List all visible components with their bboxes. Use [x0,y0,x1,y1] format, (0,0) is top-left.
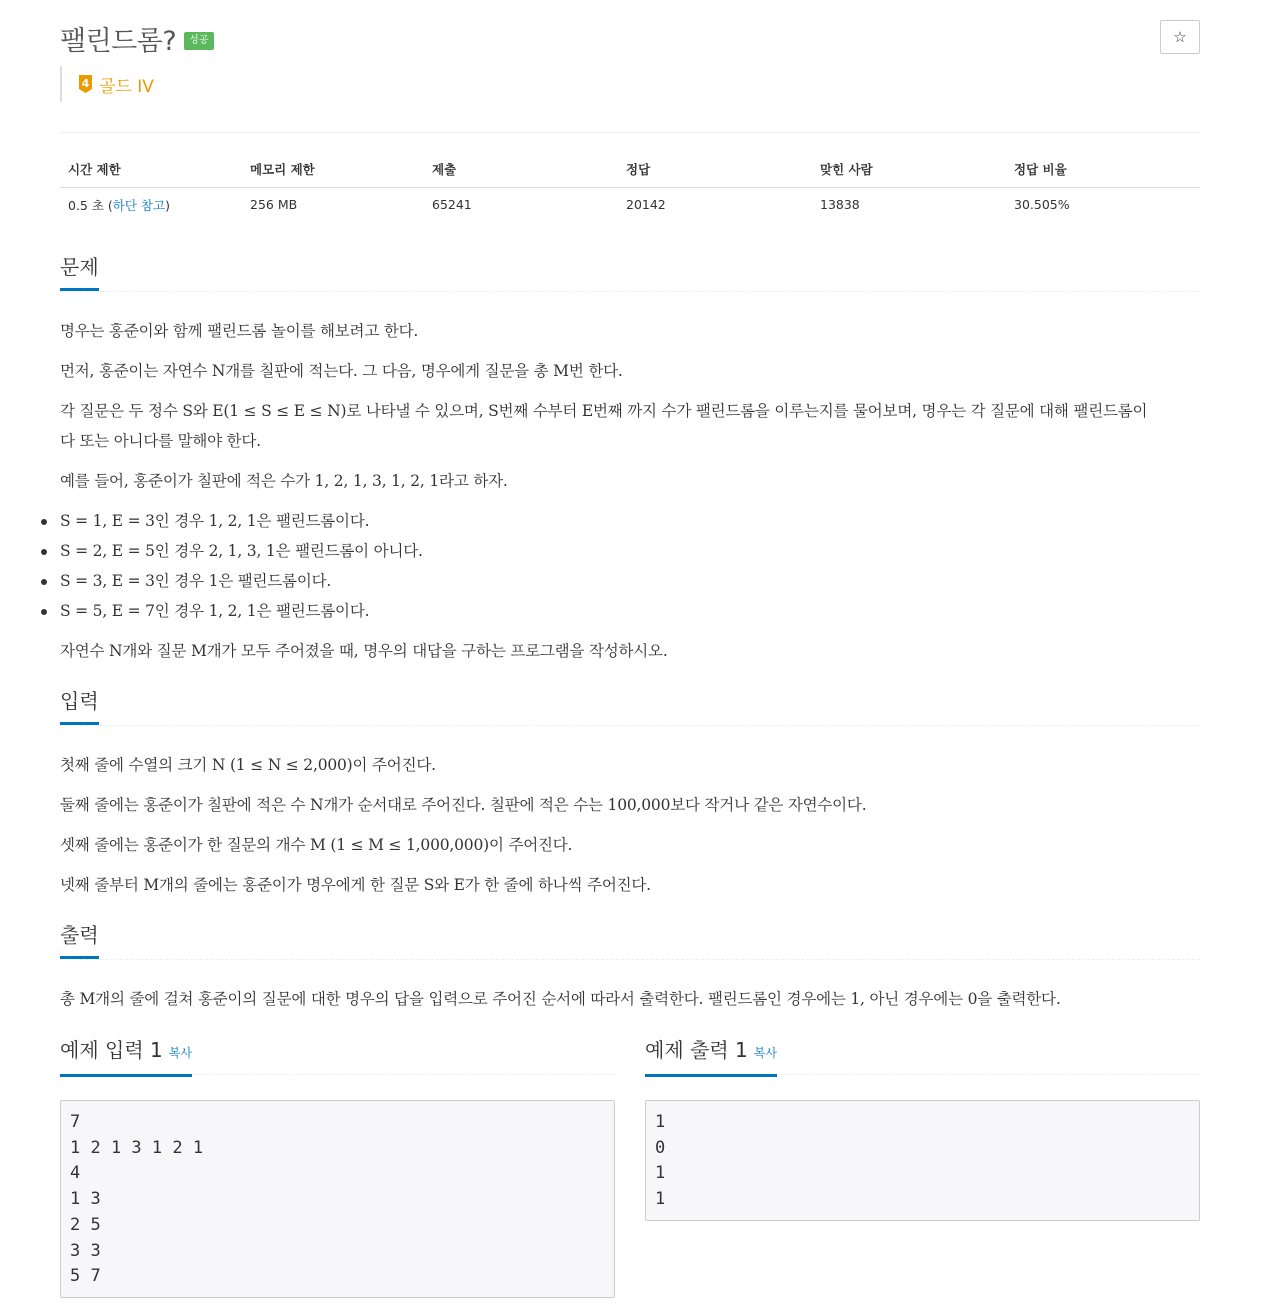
description-paragraph: 각 질문은 두 정수 S와 E(1 ≤ S ≤ E ≤ N)로 나타낼 수 있으며, S번째 수부터 E번째 까지 수가 팰린드롬을 이루는지를 물어보며, 명우는 각 질문에 대해 팰린드롬이 [60,402,1148,420]
description-paragraph: 명우는 홍준이와 함께 팰린드롬 놀이를 해보려고 한다. [60,322,419,340]
table-row [60,187,1200,222]
result-badge: 성공 [184,32,213,50]
header-ratio: 정답 비율 [1006,152,1200,187]
ratio-cell: 30.505% [1014,197,1070,213]
header-submissions: 제출 [424,152,618,187]
tier-badge [60,66,154,102]
divider [60,132,1200,133]
problem-info-table [60,152,1200,222]
description-heading: 문제 [60,254,99,291]
description-section-header [60,254,1200,292]
output-section-header [60,922,1200,960]
output-heading: 출력 [60,922,99,959]
memory-limit-cell: 256 MB [250,197,298,213]
input-heading: 입력 [60,688,99,725]
input-section-header [60,688,1200,726]
description-paragraph: 예를 들어, 홍준이가 칠판에 적은 수가 1, 2, 1, 3, 1, 2, 1라고 하자. [60,472,508,490]
sample-input-heading: 예제 입력 1 복사 [60,1037,192,1077]
submissions-cell: 65241 [432,197,472,213]
input-paragraph: 둘째 줄에는 홍준이가 칠판에 적은 수 N개가 순서대로 주어진다. 칠판에 적은 수는 100,000보다 작거나 같은 자연수이다. [60,796,867,814]
list-item: S = 5, E = 7인 경우 1, 2, 1은 팰린드롬이다. [60,596,369,626]
sample-output-heading: 예제 출력 1 복사 [645,1037,777,1077]
description-paragraph: 먼저, 홍준이는 자연수 N개를 칠판에 적는다. 그 다음, 명우에게 질문을 총 M번 한다. [60,362,623,380]
accepted-cell: 20142 [626,197,666,213]
star-icon: ☆ [1173,28,1187,46]
input-paragraph: 첫째 줄에 수열의 크기 N (1 ≤ N ≤ 2,000)이 주어진다. [60,756,436,774]
description-paragraph: 다 또는 아니다를 말해야 한다. [60,432,261,450]
header-time-limit: 시간 제한 [60,152,242,187]
input-paragraph: 셋째 줄에는 홍준이가 한 질문의 개수 M (1 ≤ M ≤ 1,000,000)이 주어진다. [60,836,573,854]
sample-output-block[interactable]: 1 0 1 1 [645,1100,1200,1221]
input-paragraph: 넷째 줄부터 M개의 줄에는 홍준이가 명우에게 한 질문 S와 E가 한 줄에 하나씩 주어진다. [60,876,651,894]
list-item: S = 1, E = 3인 경우 1, 2, 1은 팰린드롬이다. [60,506,369,536]
title-row [60,18,214,58]
output-paragraph: 총 M개의 줄에 걸쳐 홍준이의 질문에 대한 명우의 답을 입력으로 주어진 순서에 따라서 출력한다. 팰린드롬인 경우에는 1, 아닌 경우에는 0을 출력한다. [60,990,1061,1008]
sample-output-header [645,1037,1200,1075]
tier-label: 골드 IV [99,76,154,97]
time-limit-cell: 0.5 초 (하단 참고) [68,197,170,213]
header-accepted: 정답 [618,152,812,187]
table-header-row [60,152,1200,187]
description-paragraph: 자연수 N개와 질문 M개가 모두 주어졌을 때, 명우의 대답을 구하는 프로그램을 작성하시오. [60,642,668,660]
favorite-button[interactable] [1160,20,1200,54]
copy-sample-input-button[interactable]: 복사 [168,1046,192,1060]
solvers-cell: 13838 [820,197,860,213]
time-limit-note-link[interactable]: 하단 참고 [112,197,166,213]
sample-input-block[interactable]: 7 1 2 1 3 1 2 1 4 1 3 2 5 3 3 5 7 [60,1100,615,1298]
header-solvers: 맞힌 사람 [812,152,1006,187]
header-memory-limit: 메모리 제한 [242,152,424,187]
sample-input-header [60,1037,615,1075]
tier-icon [78,74,93,94]
svg-text:4: 4 [81,77,90,90]
list-item: S = 2, E = 5인 경우 2, 1, 3, 1은 팰린드롬이 아니다. [60,536,423,566]
list-item: S = 3, E = 3인 경우 1은 팰린드롬이다. [60,566,331,596]
problem-title: 팰린드롬? [60,25,177,57]
copy-sample-output-button[interactable]: 복사 [753,1046,777,1060]
